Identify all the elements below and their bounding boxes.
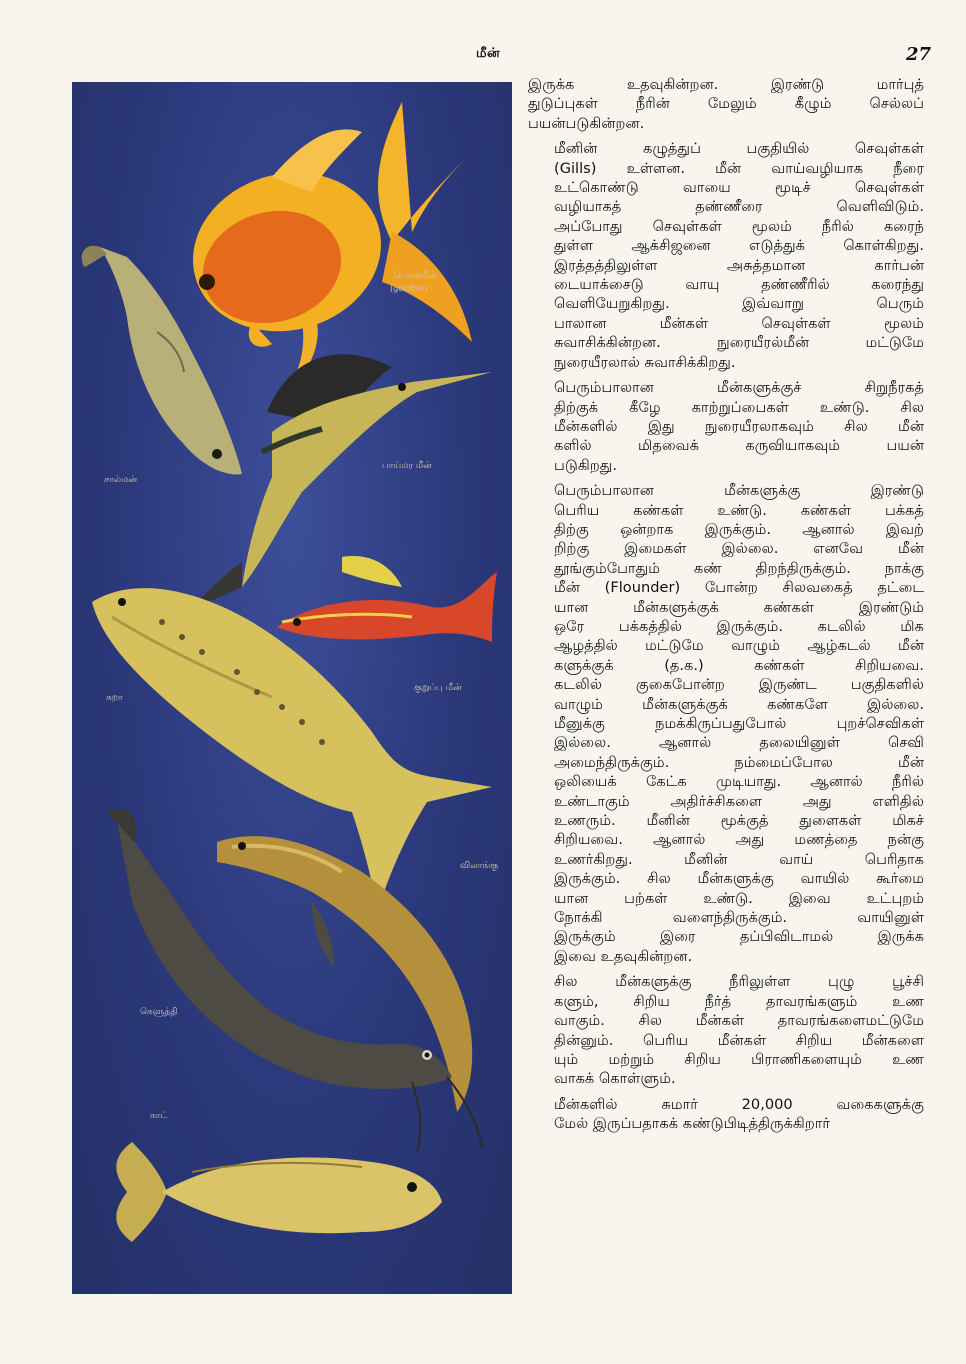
text-line: பயன்படுகின்றன. bbox=[528, 114, 645, 132]
paragraph bbox=[528, 75, 924, 133]
paragraph bbox=[528, 139, 924, 372]
text-line: உணரும். மீனின் மூக்குத் துளைகள் மிகச் bbox=[554, 812, 924, 830]
page-number: 27 bbox=[906, 44, 932, 65]
text-line: இருக்கும். சில மீன்களுக்கு வாயில் கூர்மை bbox=[554, 870, 924, 888]
cod-label: காட் bbox=[150, 1111, 168, 1121]
salmon-label: சால்மன் bbox=[104, 475, 138, 485]
paragraph bbox=[528, 972, 924, 1088]
text-line: ஒரே பக்கத்தில் இருக்கும். கடலில் மிக bbox=[554, 617, 924, 635]
text-line: தூங்கும்போதும் கண் திறந்திருக்கும். நாக்கு bbox=[554, 559, 924, 577]
text-line: யும் மற்றும் சிறிய பிராணிகளையும் உண bbox=[554, 1050, 924, 1068]
text-line: மேல் இருப்பதாகக் கண்டுபிடித்திருக்கிறார் bbox=[554, 1115, 831, 1133]
text-line: திற்குக் கீழே காற்றுப்பைகள் உண்டு. சில bbox=[554, 398, 924, 416]
text-line: பெரிய கண்கள் உண்டு. கண்கள் பக்கத் bbox=[554, 501, 924, 519]
text-line: பெரும்பாலான மீன்களுக்குச் சிறுநீரகத் bbox=[554, 379, 924, 397]
sailfish-label: பாய்மர மீன் bbox=[382, 461, 432, 471]
text-line: உணர்கிறது. மீனின் வாய் பெரிதாக bbox=[554, 850, 924, 868]
gurnard-label: குறுப்பு மீன் bbox=[414, 683, 462, 693]
text-line: நோக்கி வளைந்திருக்கும். வாயினுள் bbox=[554, 909, 924, 927]
text-line: யான மீன்களுக்குக் கண்கள் இரண்டும் bbox=[554, 598, 924, 616]
text-line: அப்போது செவுள்கள் மூலம் நீரில் கரைந் bbox=[554, 217, 924, 235]
paragraph bbox=[528, 1095, 924, 1134]
body-text bbox=[528, 75, 924, 1140]
text-line: இருக்கும் இரை தப்பிவிடாமல் இருக்க bbox=[554, 928, 924, 946]
text-line: இருக்க உதவுகின்றன. இரண்டு மார்புத் bbox=[528, 76, 924, 93]
fish-illustration-plate bbox=[72, 82, 512, 1294]
text-line: பெரும்பாலான மீன்களுக்கு இரண்டு bbox=[554, 482, 924, 500]
cod-illustration bbox=[116, 1142, 442, 1242]
text-line: யான பற்கள் உண்டு. இவை உட்புறம் bbox=[554, 889, 924, 907]
text-line: றிற்கு இமைகள் இல்லை. எனவே மீன் bbox=[554, 540, 924, 558]
paragraph bbox=[528, 481, 924, 966]
text-line: திற்கு ஒன்றாக இருக்கும். ஆனால் இவற் bbox=[554, 520, 924, 538]
text-line: மீன்களில் இது நுரையீரலாகவும் சில மீன் bbox=[554, 417, 924, 435]
goldfish-label: பொன்மீன் bbox=[394, 271, 438, 281]
shark-label: சுறா bbox=[106, 693, 123, 703]
fish-illustration bbox=[72, 82, 512, 1294]
paragraph bbox=[528, 378, 924, 475]
catfish-label: கெளுத்தி bbox=[140, 1007, 178, 1017]
text-line: வழியாகத் தண்ணீரை வெளிவிடும். bbox=[554, 198, 924, 216]
text-line: சுவாசிக்கின்றன. நுரையீரல்மீன் மட்டுமே bbox=[554, 334, 924, 352]
text-line: களில் மிதவைக் கருவியாகவும் பயன் bbox=[554, 437, 924, 455]
text-line: வெளியேறுகிறது. இவ்வாறு பெரும் bbox=[554, 295, 924, 313]
text-line: (Gills) உள்ளன. மீன் வாய்வழியாக நீரை bbox=[554, 159, 924, 177]
text-line: சில மீன்களுக்கு நீரிலுள்ள புழு பூச்சி bbox=[554, 973, 924, 991]
text-line: மீனுக்கு நமக்கிருப்பதுபோல் புறச்செவிகள் bbox=[554, 715, 924, 732]
text-line: இவை உதவுகின்றன. bbox=[554, 947, 693, 965]
text-line: ஆழத்தில் மட்டுமே வாழும் ஆழ்கடல் மீன் bbox=[554, 637, 924, 655]
text-line: கடலில் குகைபோன்ற இருண்ட பகுதிகளில் bbox=[554, 676, 924, 694]
text-line: தின்னும். பெரிய மீன்கள் சிறிய மீன்களை bbox=[554, 1031, 924, 1049]
text-line: உட்கொண்டு வாயை மூடிச் செவுள்கள் bbox=[554, 179, 924, 197]
text-line: படுகிறது. bbox=[554, 456, 618, 474]
text-line: உண்டாகும் அதிர்ச்சிகளை அது எளிதில் bbox=[554, 792, 924, 810]
text-line: பாலான மீன்கள் செவுள்கள் மூலம் bbox=[554, 314, 924, 332]
text-line: நுரையீரலால் சுவாசிக்கிறது. bbox=[554, 353, 736, 371]
text-line: களும், சிறிய நீர்த் தாவரங்களும் உண bbox=[554, 992, 924, 1010]
text-line: அமைந்திருக்கும். நம்மைப்போல மீன் bbox=[554, 753, 924, 771]
text-line: களுக்குக் (த.க.) கண்கள் சிறியவை. bbox=[554, 656, 924, 674]
text-line: மீன்களில் சுமார் 20,000 வகைகளுக்கு bbox=[554, 1095, 924, 1113]
text-line: ஒலியைக் கேட்க முடியாது. ஆனால் நீரில் bbox=[554, 773, 924, 791]
text-line: வாழும் மீன்களுக்குக் கண்களே இல்லை. bbox=[554, 695, 924, 713]
text-line: வாகும். சில மீன்கள் தாவரங்களைமட்டுமே bbox=[554, 1012, 924, 1030]
running-head: மீன் bbox=[476, 46, 501, 61]
eel-label: விலாங்கு bbox=[460, 861, 499, 871]
gurnard-illustration bbox=[277, 556, 497, 642]
goldfish-english-label: (goldfish) bbox=[390, 284, 428, 293]
text-line: மீனின் கழுத்துப் பகுதியில் செவுள்கள் bbox=[554, 140, 924, 158]
text-line: சிறியவை. ஆனால் அது மணத்தை நன்கு bbox=[554, 831, 924, 849]
text-line: இல்லை. ஆனால் தலையினுள் செவி bbox=[554, 734, 924, 752]
text-line: இரத்தத்திலுள்ள அசுத்தமான கார்பன் bbox=[554, 256, 924, 274]
text-line: மீன் (Flounder) போன்ற சிலவகைத் தட்டை bbox=[554, 579, 924, 597]
text-line: வாகக் கொள்ளும். bbox=[554, 1070, 676, 1088]
text-line: துள்ள ஆக்சிஜனை எடுத்துக் கொள்கிறது. bbox=[554, 237, 924, 255]
text-line: துடுப்புகள் நீரின் மேலும் கீழும் செல்லப் bbox=[528, 95, 924, 113]
text-line: டையாக்சைடு வாயு தண்ணீரில் கரைந்து bbox=[554, 276, 924, 294]
